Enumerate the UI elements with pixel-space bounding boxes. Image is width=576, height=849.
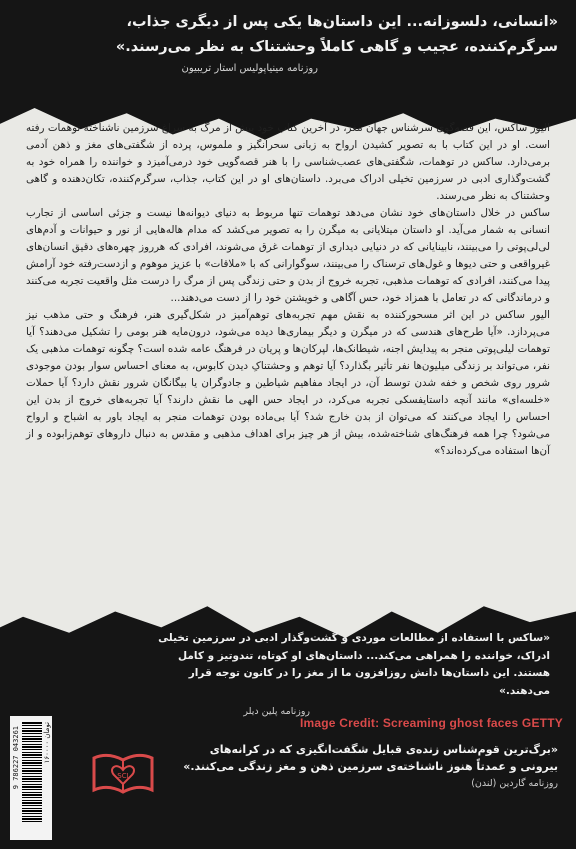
top-quote <box>38 10 558 78</box>
isbn-digits: 9 786227 043261 <box>12 726 20 790</box>
description-paragraph: الیور ساکس در این اثر مسحورکننده به نقش مهم تجربه‌های توهم‌آمیز در شکل‌گیری هنر، فرهنگ و حتی مذهب نیز می‌پردازد. «آیا طرح‌های هندسی که در میگرن و دیگر بیماری‌ها دیده می‌شود، درون‌مایه هنر بومی را تشکیل می‌دهند؟ آیا توهمات لیلی‌پوتی منجر به پیدایش اجنه، شیطانک‌ها، لپرکان‌ها و پریان در فرهنگ عامه شده است؟ چگونه توهمات مذهبی یک نفر، می‌تواند بر زندگی میلیون‌ها نفر تأثیر بگذارد؟ آیا توهم و وحشتناکِ دیدن کابوس، به معنای احساس سوار بودن موجودی شرور روی شخص و خفه شدن توسط آن، در ایجاد مفاهیم شیاطین و جادوگران یا بیگانگان شرور نقش دارد؟ آیا حملات «خلسه‌ای» مانند آنچه داستایفسکی تجربه می‌کرد، در ایجاد حس الهی ما نقش دارند؟ آیا تجربه‌های خروج از بدن این احساس را ایجاد می‌کنند که می‌توان از بدن خارج شد؟ آیا بی‌ماده بودن توهمات منجر به ایجاد باور به اشباح و ارواح می‌شود؟ چرا همه فرهنگ‌های شناخته‌شده، بیش از هر چیز برای اهداف مذهبی و مقدس به دنبال داروهای توهم‌زابوده و از آن‌ها استفاده می‌کرده‌اند؟» <box>26 309 550 457</box>
top-quote-text: «انسانی، دلسوزانه... این داستان‌ها یکی پس از دیگری جذاب، سرگرم‌کننده، عجیب و گاهی کاملاً وحشتناک به نظر می‌رسند.» <box>115 14 558 55</box>
description-paragraph: الیور ساکس، این قصه‌گوی سرشناس جهان مغز، در آخرین کتاب خود پیش از مرگ به سراغ سرزمین ناشناخته توهمات رفته است. او در این کتاب با به تصویر کشیدن ارواح به زبانی سحرانگیز و ملموس، پرده از شگفتی‌های مغز و ذهن آدمی برمی‌دارد. ساکس در توهمات، شگفتی‌های عصب‌شناسی را با هنر قصه‌گویی خود درمی‌آمیزد و خواننده را همراه خود به گشت‌وگذاری ادبی در سرزمین تخیلی ادراک می‌برد. داستان‌های او در این کتاب، جذاب، سرگرم‌کننده، تکان‌دهنده و گاهی وحشتناک به نظر می‌رسند. <box>26 122 550 202</box>
bottom-quote-text: «برگ‌ترین قوم‌شناس زنده‌ی قبایل شگفت‌انگیزی که در کرانه‌های بیرونی و عمدتاً هنوز ناشناخته‌ی سرزمین ذهن و مغز زندگی می‌کنند.» <box>183 743 558 773</box>
bottom-quote-source: روزنامه گاردین (لندن) <box>471 778 558 789</box>
mid-quote-source: روزنامه پلین دیلر <box>243 706 310 717</box>
description-body <box>26 120 550 460</box>
top-quote-source: روزنامه مینیاپولیس استار تریبیون <box>181 63 318 74</box>
mid-quote-text: «ساکس با استفاده از مطالعات موردی و گشت‌وگذار ادبی در سرزمین تخیلی ادراک، خواننده را همراهی می‌کند... داستان‌های او کوتاه، تندوتیز و کامل هستند. این داستان‌ها دانش روزافزون ما از مغز را در کانون توجه قرار می‌دهند.» <box>158 632 550 697</box>
barcode-bars <box>22 722 42 822</box>
description-paragraph: ساکس در خلال داستان‌های خود نشان می‌دهد توهمات تنها مربوط به دنیای دیوانه‌ها نیست و جزئی اساسی از تجارب انسانی به شمار می‌آید. او داستان میتلایانی به میگرن را به تصویر می‌کشد که مدام هاله‌هایی از نور و حیوانات و آدم‌های لی‌لی‌پوتی را می‌بینند، نابینایانی که در دنیایی دیداری از توهمات غرق می‌شوند، افرادی که هرروز چهره‌های دقیق انسان‌های غیرواقعی و حتی دیوها و غول‌های ترسناک را می‌بینند، سوگوارانی که با «ملاقات» با عزیز موهوم و ازدست‌رفته خود آرامش پیدا می‌کنند، افرادی که توهمات مذهبی، تجربه خروج از بدن و حتی زندگی پس از مرگ را درست مثل واقعیت تجربه می‌کنند و درماندگانی که در تعامل با همزاد خود، حس آگاهی و خویشتن خود را از دست می‌دهند... <box>26 207 550 304</box>
image-credit: Image Credit: Screaming ghost faces GETTY <box>300 716 563 730</box>
isbn-barcode <box>10 716 52 840</box>
mid-quote <box>150 630 550 721</box>
bottom-quote <box>183 741 558 792</box>
open-book-heart-icon <box>90 744 156 800</box>
book-price: ۱۶۰۰۰۰ تومان <box>43 722 51 764</box>
logo-text: SCI <box>117 772 129 780</box>
publisher-logo <box>90 744 156 800</box>
